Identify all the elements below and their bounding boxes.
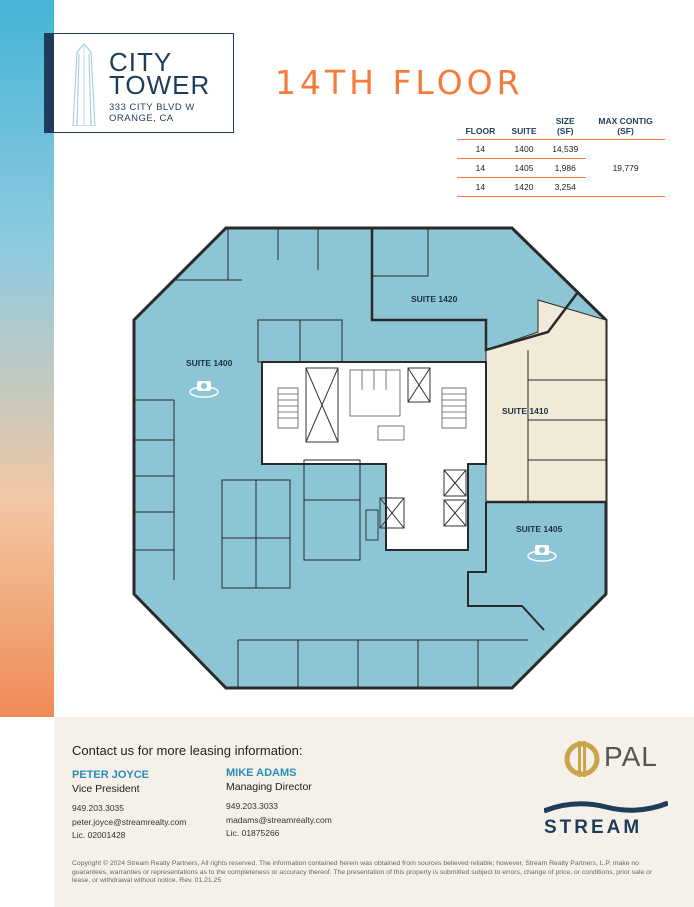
- stream-wave-icon: [544, 799, 668, 815]
- contact-license: Lic. 02001428: [72, 830, 126, 840]
- cell-suite: 1405: [504, 159, 545, 178]
- label-suite-1420: SUITE 1420: [411, 294, 458, 304]
- table-row: [457, 140, 665, 159]
- address-line2: ORANGE, CA: [109, 113, 174, 124]
- cell-floor: 14: [457, 178, 504, 197]
- label-suite-1410: SUITE 1410: [502, 406, 549, 416]
- cell-floor: 14: [457, 140, 504, 159]
- cell-size: 14,539: [544, 140, 586, 159]
- cell-floor: 14: [457, 159, 504, 178]
- logo-address: [109, 102, 195, 124]
- opal-logo-icon: [562, 739, 602, 779]
- contact-heading: Contact us for more leasing information:: [72, 743, 303, 758]
- contact-email[interactable]: peter.joyce@streamrealty.com: [72, 816, 187, 827]
- label-suite-1400: SUITE 1400: [186, 358, 233, 368]
- header-floor: FLOOR: [457, 116, 504, 140]
- floor-title: 14TH FLOOR: [275, 63, 524, 102]
- tower-icon: [67, 42, 101, 126]
- contact-license: Lic. 01875266: [226, 828, 280, 838]
- cell-size: 1,986: [544, 159, 586, 178]
- copyright-notice: Copyright © 2024 Stream Realty Partners, All rights reserved. The information contained herein was obtained from sources believed reliable; however, Stream Realty Partners, L.P. make no guarantees, warranties or representations as to the completeness or accuracy thereof. The presentation of this property is submitted subject to errors, change of price, or conditions, prior sale or lease, or withdrawal without notice. Rev. 01.21.25: [72, 860, 653, 885]
- contact-phone[interactable]: 949.203.3033: [226, 801, 278, 811]
- logo-stripe: [45, 34, 54, 132]
- contact-title: Managing Director: [226, 781, 312, 793]
- contact-peter-joyce: [72, 768, 186, 843]
- contact-name: PETER JOYCE: [72, 769, 150, 781]
- footer: [54, 717, 694, 907]
- contact-title: Vice President: [72, 783, 140, 795]
- suite-table: [457, 116, 665, 197]
- city-tower-logo: [44, 33, 234, 133]
- cell-suite: 1420: [504, 178, 545, 197]
- logo-title: [109, 47, 211, 100]
- header-max-contig: MAX CONTIG (SF): [586, 116, 665, 140]
- address-line1: 333 CITY BLVD W: [109, 102, 195, 113]
- contact-name: MIKE ADAMS: [226, 767, 297, 779]
- cell-suite: 1400: [504, 140, 545, 159]
- logo-title-line2: TOWER: [109, 70, 211, 100]
- logo-title-line1: CITY: [109, 47, 173, 77]
- contact-phone[interactable]: 949.203.3035: [72, 803, 124, 813]
- stream-logo-text: STREAM: [544, 817, 643, 838]
- header-suite: SUITE: [504, 116, 545, 140]
- header-size: SIZE (SF): [544, 116, 586, 140]
- contact-mike-adams: [226, 766, 332, 841]
- floor-plan: [128, 220, 618, 700]
- cell-max-contig: 19,779: [586, 140, 665, 197]
- contact-email[interactable]: madams@streamrealty.com: [226, 814, 332, 825]
- label-suite-1405: SUITE 1405: [516, 524, 563, 534]
- cell-size: 3,254: [544, 178, 586, 197]
- opal-logo-text: PAL: [604, 741, 658, 772]
